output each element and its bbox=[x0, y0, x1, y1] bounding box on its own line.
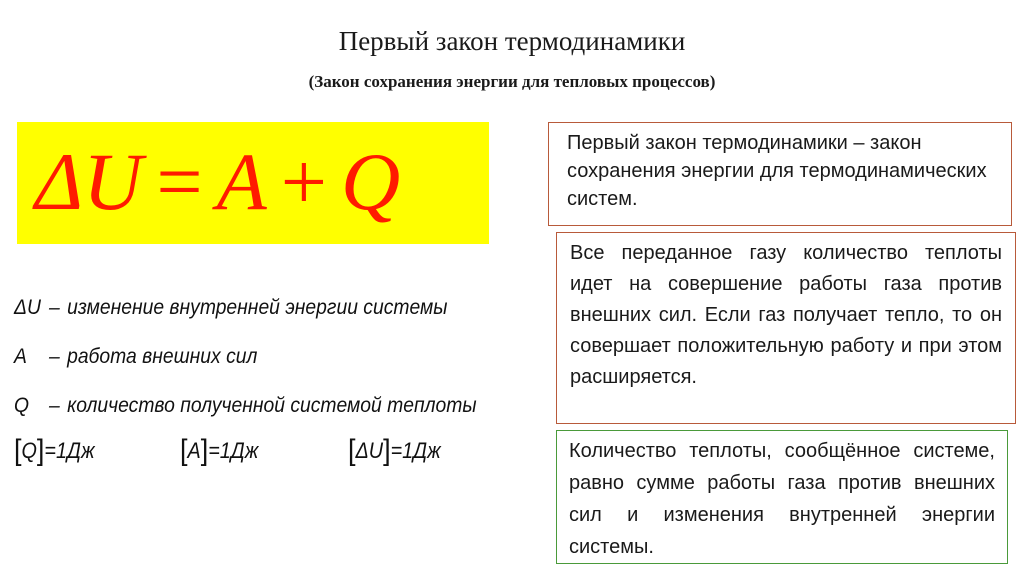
legend-symbol: ΔU bbox=[14, 296, 41, 319]
unit-symbol: ΔU bbox=[355, 438, 384, 463]
page-title: Первый закон термодинамики bbox=[338, 26, 686, 56]
page-subtitle: (Закон сохранения энергии для тепловых процессов) bbox=[308, 72, 716, 91]
legend-dash: – bbox=[48, 394, 60, 417]
legend-q bbox=[14, 394, 477, 418]
explanation-box: Все переданное газу количество теплоты идет на совершение работы газа против внешних сил. Если газ получает тепло, то он совершает положительную работу и при этом расширяется. bbox=[556, 232, 1016, 424]
legend-text: количество полученной системой теплоты bbox=[67, 394, 477, 417]
legend-delta-u bbox=[14, 296, 447, 320]
unit-value: =1Дж bbox=[390, 438, 441, 463]
first-law-formula bbox=[35, 132, 400, 232]
legend-symbol: Q bbox=[14, 394, 30, 417]
legend-text: изменение внутренней энергии системы bbox=[67, 296, 448, 319]
statement-box: Количество теплоты, сообщённое системе, равно сумме работы газа против внешних сил и изменения внутренней энергии системы. bbox=[556, 430, 1008, 564]
unit-value: =1Дж bbox=[208, 438, 259, 463]
legend-dash: – bbox=[48, 296, 60, 319]
legend-text: работа внешних сил bbox=[67, 345, 258, 368]
legend-symbol: A bbox=[14, 345, 27, 368]
unit-symbol: A bbox=[187, 438, 201, 463]
unit-a: [A]=1Дж bbox=[180, 434, 259, 467]
formula-a: A bbox=[216, 136, 267, 227]
legend-a bbox=[14, 345, 257, 369]
formula-highlight bbox=[17, 122, 489, 244]
unit-q: [Q]=1Дж bbox=[14, 434, 95, 467]
definition-box: Первый закон термодинамики – закон сохранения энергии для термодинамических систем. bbox=[548, 122, 1012, 226]
formula-plus: + bbox=[280, 136, 327, 227]
formula-equals: = bbox=[156, 136, 203, 227]
unit-symbol: Q bbox=[21, 438, 37, 463]
formula-q: Q bbox=[340, 136, 401, 227]
legend-dash: – bbox=[48, 345, 60, 368]
unit-value: =1Дж bbox=[44, 438, 95, 463]
unit-delta-u: [ΔU]=1Дж bbox=[348, 434, 441, 467]
formula-delta-u: ΔU bbox=[35, 136, 143, 227]
